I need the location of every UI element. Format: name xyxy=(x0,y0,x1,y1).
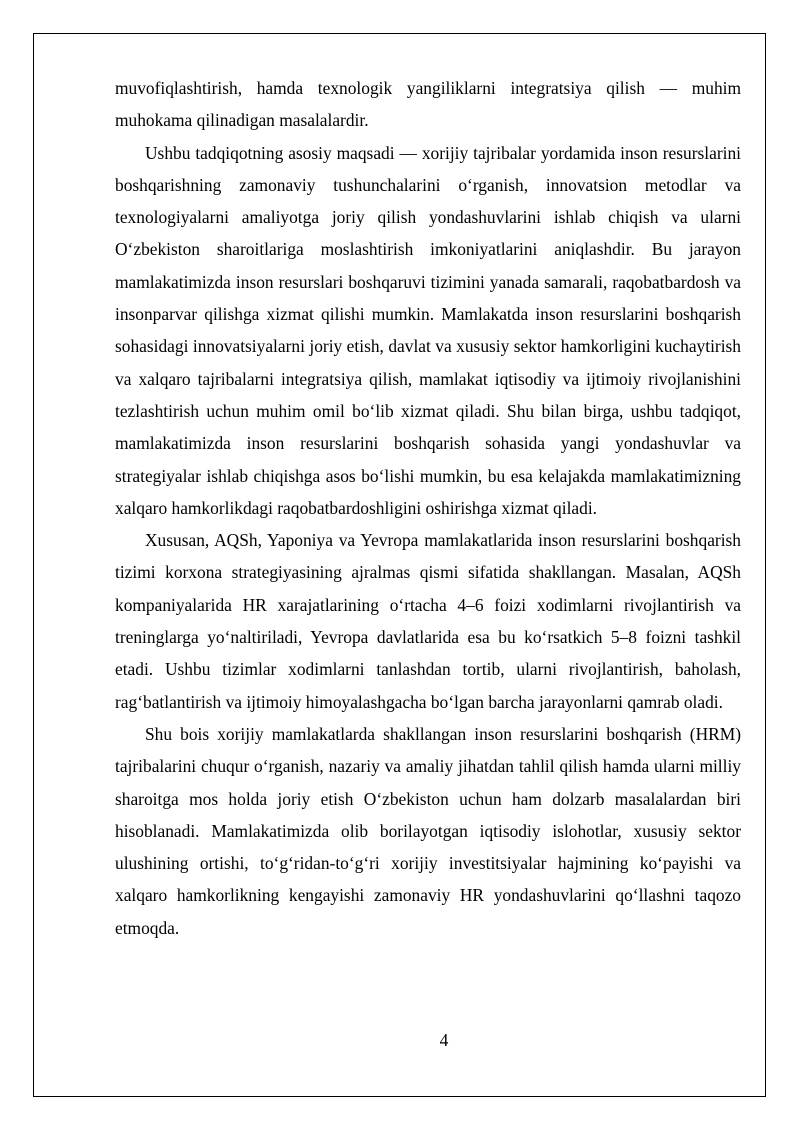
page-number: 4 xyxy=(439,1030,449,1050)
paragraph-research-goal: Ushbu tadqiqotning asosiy maqsadi — xorijiy tajribalar yordamida inson resurslarini boshqarishning zamonaviy tushunchalarini oʻrganish, innovatsion metodlar va texnologiyalarni amaliyotga joriy qilish yondashuvlarini ishlab chiqish va ularni Oʻzbekiston sharoitlariga moslashtirish imkoniyatlarini aniqlashdir. Bu jarayon mamlakatimizda inson resurslari boshqaruvi tizimini yanada samarali, raqobatbardosh va insonparvar qilishga xizmat qilishi mumkin. Mamlakatda inson resurslarini boshqarish sohasidagi innovatsiyalarni joriy etish, davlat va xususiy sektor hamkorligini kuchaytirish va xalqaro tajribalarni integratsiya qilish, mamlakat iqtisodiy va ijtimoiy rivojlanishini tezlashtirish uchun muhim omil boʻlib xizmat qiladi. Shu bilan birga, ushbu tadqiqot, mamlakatimizda inson resurslarini boshqarish sohasida yangi yondashuvlar va strategiyalar ishlab chiqishga asos boʻlishi mumkin, bu esa kelajakda mamlakatimizning xalqaro hamkorlikdagi raqobatbardoshligini oshirishga xizmat qiladi. xyxy=(115,142,741,518)
document-body xyxy=(115,72,741,944)
paragraph-foreign-experience: Xususan, AQSh, Yaponiya va Yevropa mamlakatlarida inson resurslarini boshqarish tizimi korxona strategiyasining ajralmas qismi sifatida shakllangan. Masalan, AQSh kompaniyalarida HR xarajatlarining oʻrtacha 4–6 foizi xodimlarni rivojlantirish va treninglarga yoʻnaltiriladi, Yevropa davlatlarida esa bu koʻrsatkich 5–8 foizni tashkil etadi. Ushbu tizimlar xodimlarni tanlashdan tortib, ularni rivojlantirish, baholash, ragʻbatlantirish va ijtimoiy himoyalashgacha boʻlgan barcha jarayonlarni qamrab oladi. xyxy=(115,530,741,712)
paragraph-hrm-relevance: Shu bois xorijiy mamlakatlarda shakllangan inson resurslarini boshqarish (HRM) tajribalarini chuqur oʻrganish, nazariy va amaliy jihatdan tahlil qilish hamda ularni milliy sharoitga mos holda joriy etish Oʻzbekiston uchun ham dolzarb masalalardan biri hisoblanadi. Mamlakatimizda olib borilayotgan iqtisodiy islohotlar, xususiy sektor ulushining ortishi, toʻgʻridan-toʻgʻri xorijiy investitsiyalar hajmining koʻpayishi va xalqaro hamkorlikning kengayishi zamonaviy HR yondashuvlarini qoʻllashni taqozo etmoqda. xyxy=(115,723,741,938)
paragraph-continuation: muvofiqlashtirish, hamda texnologik yangiliklarni integratsiya qilish — muhim muhokama qilinadigan masalalardir. xyxy=(115,78,741,131)
